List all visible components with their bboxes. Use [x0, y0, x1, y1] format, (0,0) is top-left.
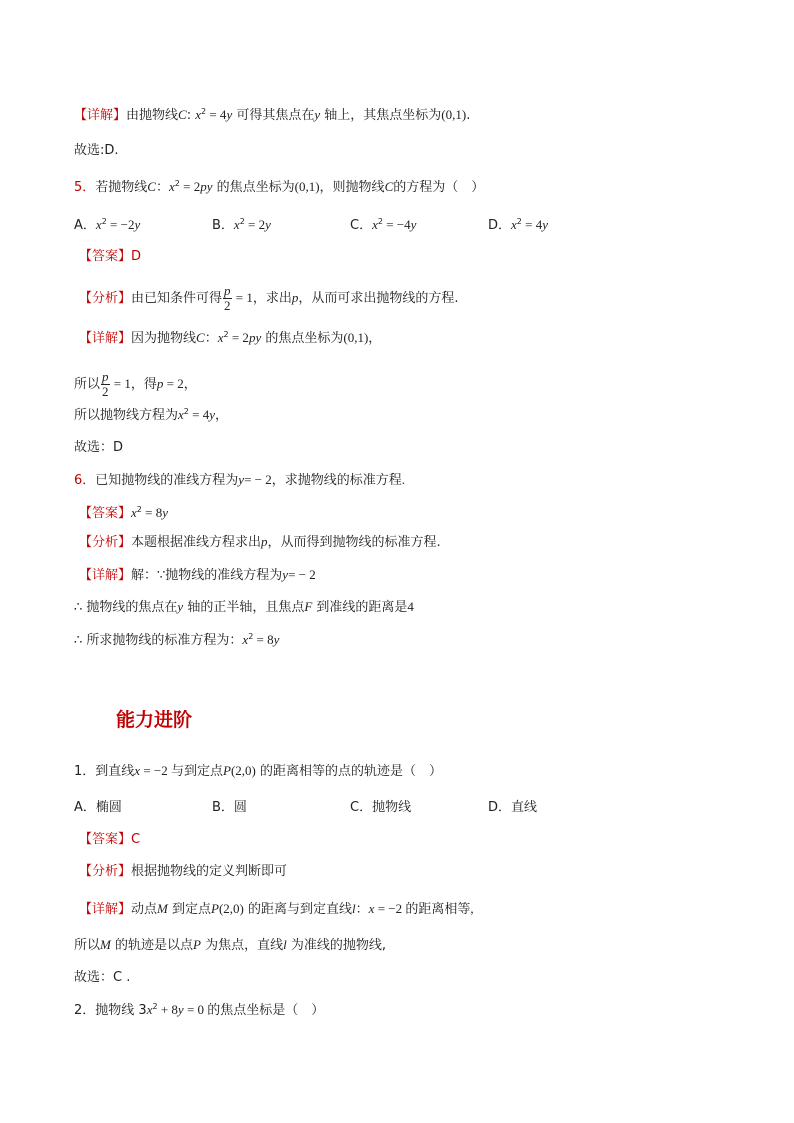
option-a: A．$x^2 = -2y$: [74, 217, 141, 233]
solution-line: ∴ 所求抛物线的标准方程为：$x^2 = 8y$: [74, 632, 280, 648]
math: y: [314, 107, 321, 122]
answer-line: [79, 830, 140, 850]
analysis-label: 【分析】: [79, 535, 132, 550]
answer-choice-line: [74, 141, 119, 161]
answer-value: D: [131, 249, 142, 264]
text: 故选:D.: [74, 143, 119, 158]
math: x: [168, 179, 175, 194]
question-number: 6．: [74, 473, 96, 488]
solution-line: 所以 $\frac{p}{2}$ = 1，得p = 2，: [74, 369, 197, 399]
answer-label: 【答案】: [79, 506, 132, 521]
question-number: 2．: [74, 1003, 96, 1018]
text: ，则抛物线: [319, 180, 385, 195]
question-6: 6．已知抛物线的准线方程为y= − 2，求抛物线的标准方程.: [74, 472, 405, 488]
detail-line: 【详解】动点M 到定点P(2,0) 的距离与到定直线l：x = −2 的距离相等,: [79, 901, 474, 917]
math: py: [200, 179, 213, 194]
text: 轴上，其焦点坐标为: [320, 108, 442, 123]
exponent: 2: [174, 179, 180, 188]
answer-line: 【答案】$x^2 = 8y$: [79, 505, 169, 521]
option-d: D．直线: [488, 800, 538, 815]
fraction: $\frac{p}{2}$: [102, 369, 109, 399]
option-d: D．$x^2 = 4y$: [488, 217, 549, 233]
answer-value: C: [131, 832, 141, 847]
analysis-label: 【分析】: [79, 864, 132, 879]
answer-choice-line: 故选：D: [74, 440, 124, 455]
exponent: 2: [201, 107, 207, 116]
analysis-line: 【分析】由已知条件可得 $\frac{p}{2}$ = 1，求出p，从而可求出抛物线的方程.: [79, 283, 459, 313]
problem-2: 2．抛物线 $3x^2 + 8y = 0$ 的焦点坐标是（ ）: [74, 1002, 325, 1018]
math: = 2: [179, 179, 201, 194]
text: 的焦点坐标为: [212, 180, 295, 195]
text: .: [466, 108, 471, 123]
detail-label: 【详解】: [79, 331, 132, 346]
detail-label: 【详解】: [79, 568, 132, 583]
question-5: [74, 177, 484, 198]
text: 若抛物线: [95, 180, 148, 195]
detail-label: 【详解】: [79, 902, 132, 917]
question-number: 5．: [74, 180, 96, 195]
math: C: [384, 179, 394, 194]
math: (0,1): [441, 107, 467, 122]
math: x: [195, 107, 201, 122]
math: C: [147, 179, 156, 194]
text: 可得其焦点在: [232, 108, 315, 123]
detail-line: 【详解】解：∵抛物线的准线方程为y= − 2: [79, 567, 316, 583]
solution-line: 所以抛物线方程为$x^2 = 4y$，: [74, 407, 229, 423]
problem-1-options: [74, 798, 537, 818]
question-number: 1．: [74, 764, 96, 779]
option-b: B．$x^2 = 2y$: [212, 217, 271, 233]
analysis-label: 【分析】: [79, 291, 132, 306]
answer-line: [79, 247, 141, 267]
text: ：: [155, 180, 169, 195]
answer-label: 【答案】: [79, 249, 132, 264]
text: 的方程为（ ）: [393, 180, 485, 195]
option-a: A．椭圆: [74, 800, 122, 815]
answer-label: 【答案】: [79, 832, 132, 847]
problem-1: 1．到直线x = −2 与到定点P(2,0) 的距离相等的点的轨迹是（ ）: [74, 763, 443, 779]
option-c: C．$x^2 = -4y$: [350, 217, 417, 233]
math: (0,1): [294, 179, 320, 194]
detail-label: 【详解】: [74, 108, 127, 123]
fraction: $\frac{p}{2}$: [224, 283, 231, 313]
math: = 4: [206, 107, 227, 122]
solution-line: ∴ 抛物线的焦点在y 轴的正半轴，且焦点F 到准线的距离是4: [74, 599, 414, 615]
section-heading: 能力进阶: [116, 709, 193, 731]
answer-choice-line: 故选：C .: [74, 970, 131, 985]
detail-line: 【详解】因为抛物线C：$x^2 = 2py$ 的焦点坐标为(0,1)，: [79, 330, 382, 346]
solution-line: 所以M 的轨迹是以点P 为焦点，直线l 为准线的抛物线,: [74, 937, 386, 953]
option-c: C．抛物线: [350, 800, 412, 815]
question-5-options: [74, 215, 548, 236]
analysis-line: 【分析】本题根据准线方程求出p，从而得到抛物线的标准方程.: [79, 534, 441, 550]
detail-line: [74, 105, 470, 126]
text: 由抛物线: [126, 108, 179, 123]
option-b: B．圆: [212, 800, 247, 815]
text: :: [186, 108, 196, 123]
math: C: [178, 107, 187, 122]
analysis-line: 【分析】根据抛物线的定义判断即可: [79, 864, 288, 879]
math: y: [226, 107, 233, 122]
